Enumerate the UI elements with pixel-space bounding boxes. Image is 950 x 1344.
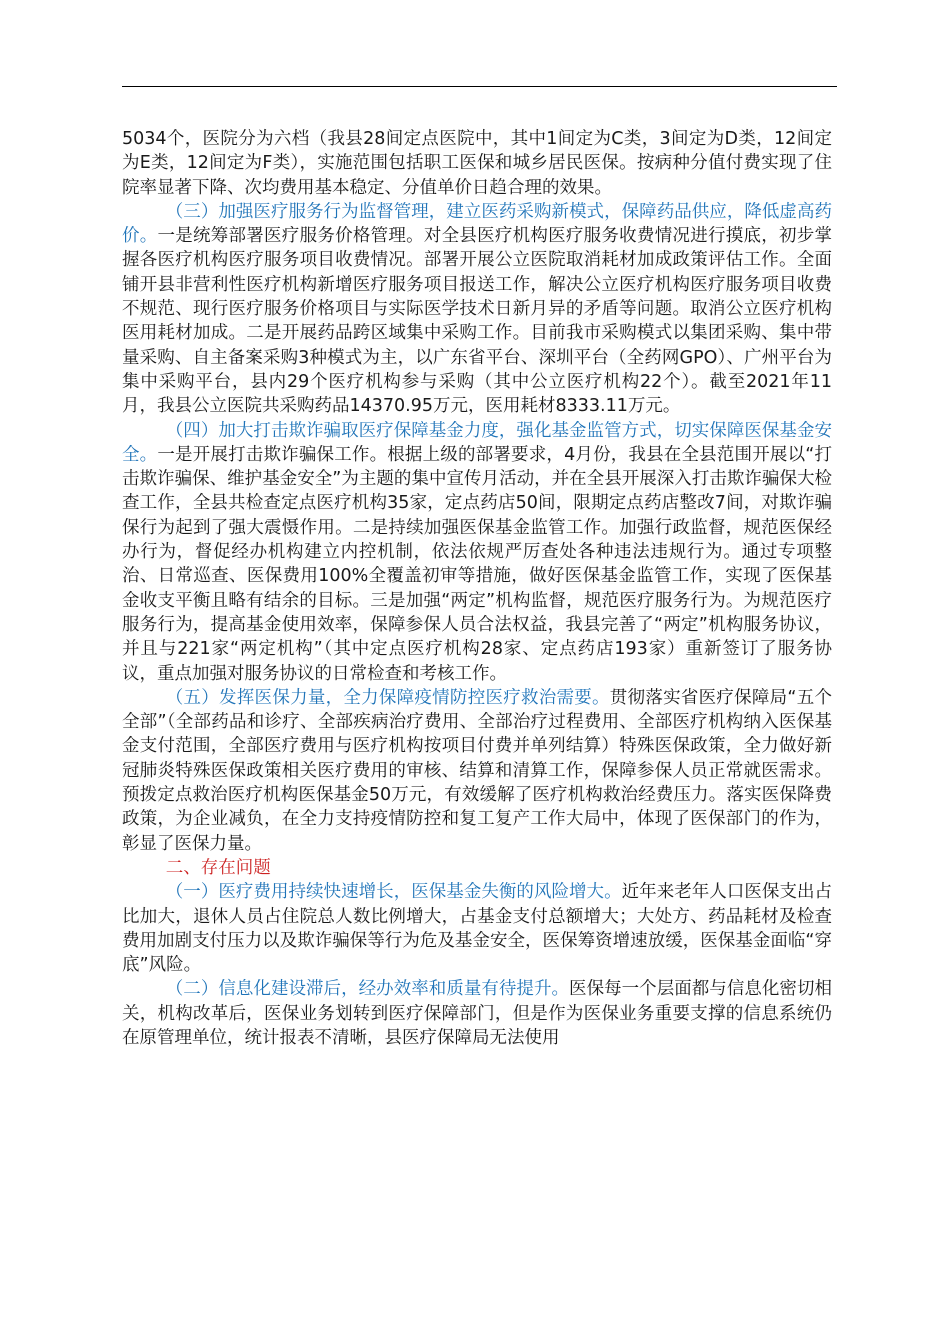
paragraph-body: 一是开展打击欺诈骗保工作。根据上级的部署要求，4月份，我县在全县范围开展以“打击欺诈骗保、维护基金安全”为主题的集中宣传月活动，并在全县开展深入打击欺诈骗保大检查工作，全县共检查定点医疗机构35家，定点药店50间，限期定点药店整改7间，对欺诈骗保行为起到了强大震慑作用。二是持续加强医保基金监管工作。加强行政监督，规范医保经办行为，督促经办机构建立内控机制，依法依规严厉查处各种违法违规行为。通过专项整治、日常巡查、医保费用100%全覆盖初审等措施，做好医保基金监管工作，实现了医保基金收支平衡且略有结余的目标。三是加强“两定”机构监督，规范医疗服务行为。为规范医疗服务行为，提高基金使用效率，保障参保人员合法权益，我县完善了“两定”机构服务协议，并且与221家“两定机构”（其中定点医疗机构28家、定点药店193家）重新签订了服务协议，重点加强对服务协议的日常检查和考核工作。 <box>122 444 833 684</box>
section-title-problems: 二、存在问题 <box>165 857 271 878</box>
document-body <box>122 127 832 1050</box>
paragraph-body: 近年来老年人口医保支出占比加大，退休人员占住院总人数比例增大，占基金支付总额增大；大处方、药品耗材及检查费用加剧支付压力以及欺诈骗保等行为危及基金安全，医保筹资增速放缓，医保基金面临“穿底”风险。 <box>122 882 833 976</box>
paragraph-heading: （一）医疗费用持续快速增长，医保基金失衡的风险增大。 <box>165 882 622 903</box>
paragraph-body: 贯彻落实省医疗保障局“五个全部”（全部药品和诊疗、全部疾病治疗费用、全部治疗过程费用、全部医疗机构纳入医保基金支付范围，全部医疗费用与医疗机构按项目付费并单列结算）特殊医保政策，全力做好新冠肺炎特殊医保政策相关医疗费用的审核、结算和清算工作，保障参保人员正常就医需求。预拨定点救治医疗机构医保基金50万元，有效缓解了医疗机构救治经费压力。落实医保降费政策，为企业减负，在全力支持疫情防控和复工复产工作大局中，体现了医保部门的作为，彰显了医保力量。 <box>122 687 832 854</box>
paragraph-body: 5034个，医院分为六档（我县28间定点医院中，其中1间定为C类，3间定为D类，12间定为E类，12间定为F类），实施范围包括职工医保和城乡居民医保。按病种分值付费实现了住院率显著下降、次均费用基本稳定、分值单价日趋合理的效果。 <box>122 129 832 198</box>
header-rule <box>122 86 837 87</box>
paragraph-body: 医保每一个层面都与信息化密切相关，机构改革后，医保业务划转到医疗保障部门，但是作为医保业务重要支撑的信息系统仍在原管理单位，统计报表不清晰，县医疗保障局无法使用 <box>122 979 833 1048</box>
paragraph-heading: （四）加大打击欺诈骗取医疗保障基金力度，强化基金监管方式，切实保障医保基金安全。 <box>122 420 832 465</box>
paragraph-problem-1 <box>122 880 832 977</box>
paragraph-problem-2 <box>122 977 832 1050</box>
paragraph-heading: （五）发挥医保力量，全力保障疫情防控医疗救治需要。 <box>165 687 610 708</box>
paragraph-section-5 <box>122 686 832 856</box>
paragraph-continuation <box>122 127 832 200</box>
paragraph-section-3 <box>122 200 832 419</box>
paragraph-heading: （三）加强医疗服务行为监督管理，建立医药采购新模式，保障药品供应，降低虚高药价。 <box>122 201 832 247</box>
paragraph-body: 一是统筹部署医疗服务价格管理。对全县医疗机构医疗服务收费情况进行摸底，初步掌握各医疗机构医疗服务项目收费情况。部署开展公立医院取消耗材加成政策评估工作。全面铺开县非营利性医疗机构新增医疗服务项目报送工作，解决公立医疗机构医疗服务项目收费不规范、现行医疗服务价格项目与实际医学技术日新月异的矛盾等问题。取消公立医疗机构医用耗材加成。二是开展药品跨区域集中采购工作。目前我市采购模式以集团采购、集中带量采购、自主备案采购3种模式为主，以广东省平台、深圳平台（全药网GPO）、广州平台为集中采购平台，县内29个医疗机构参与采购（其中公立医疗机构22个）。截至2021年11月，我县公立医院共采购药品14370.95万元，医用耗材8333.11万元。 <box>122 226 832 417</box>
paragraph-heading: （二）信息化建设滞后，经办效率和质量有待提升。 <box>165 979 570 1000</box>
paragraph-section-4 <box>122 419 832 686</box>
